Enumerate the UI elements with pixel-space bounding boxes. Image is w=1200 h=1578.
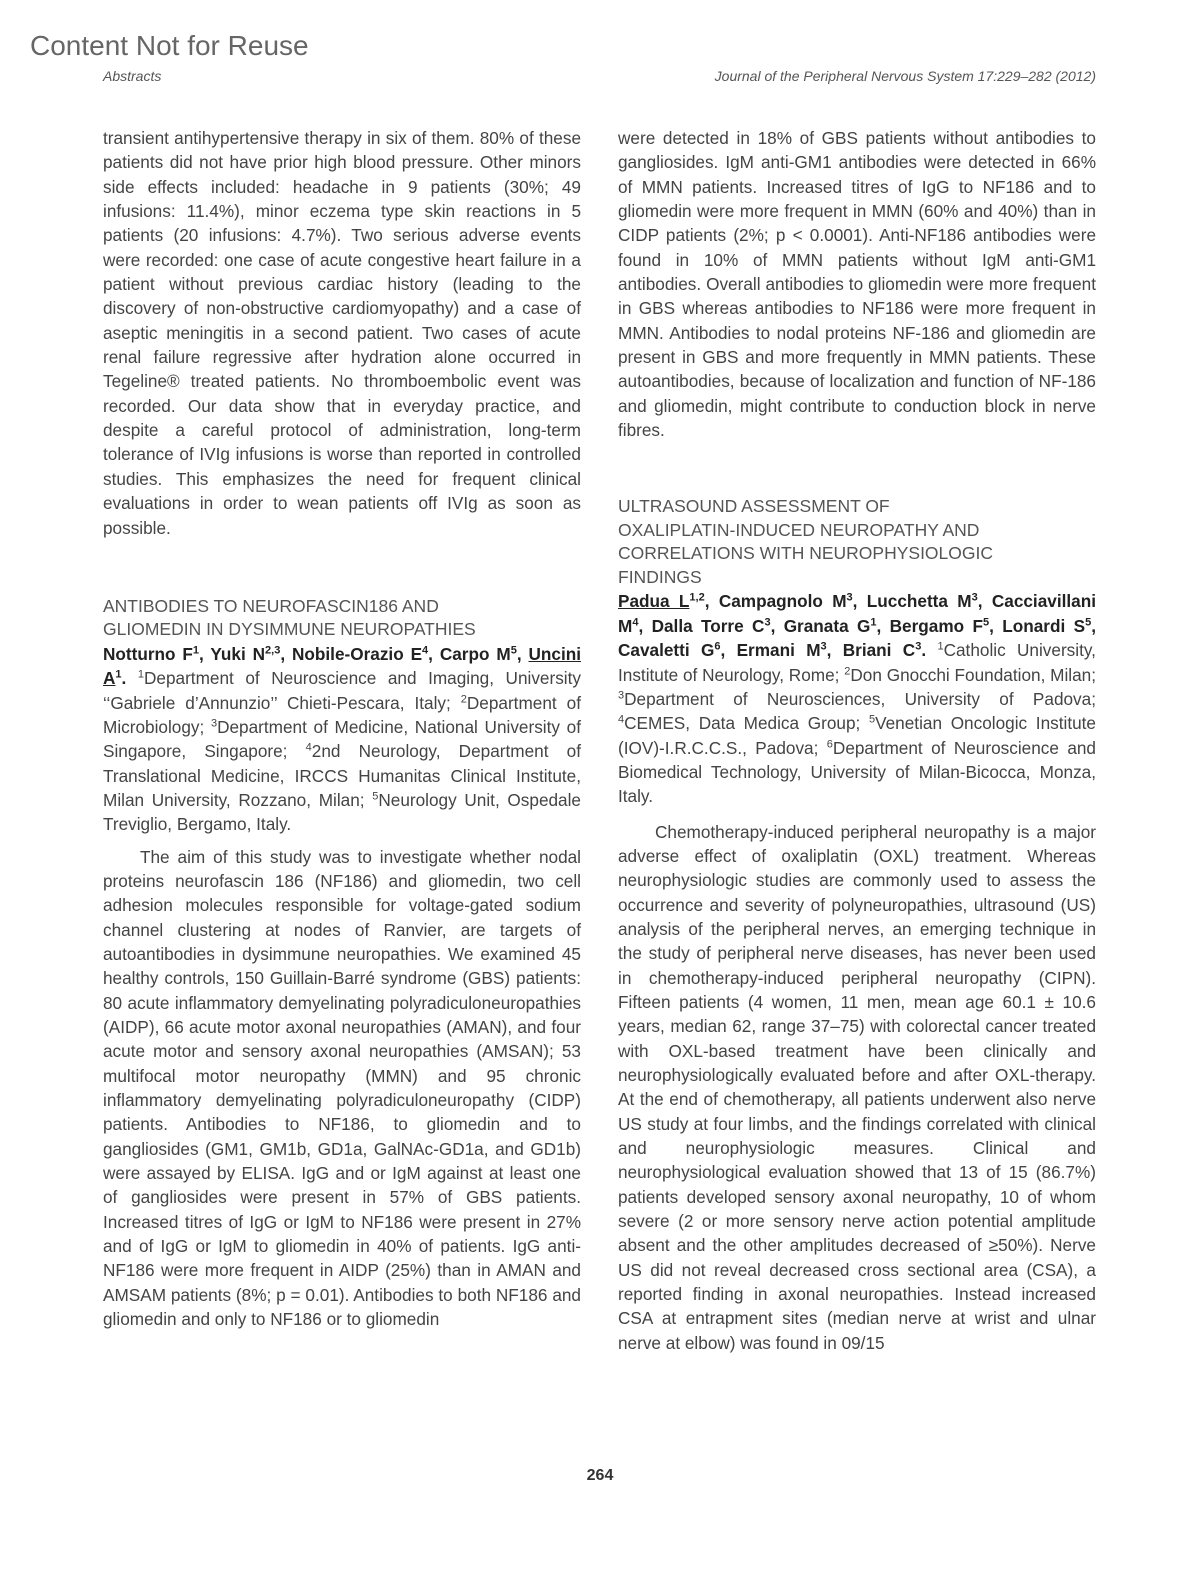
author-affiliation-mark: 1 xyxy=(192,644,200,657)
author-affiliation-mark: 6 xyxy=(714,640,721,653)
author-affiliation-mark: 1,2 xyxy=(689,591,705,604)
author-affiliation-mark: 3 xyxy=(915,640,922,653)
author-affiliation-mark: 2,3 xyxy=(265,644,281,657)
author-name: Campagnolo M xyxy=(718,591,847,612)
abstract-title xyxy=(618,495,1096,589)
affiliation-mark: 3 xyxy=(618,689,625,702)
affiliation-mark: 2 xyxy=(460,692,467,705)
author-affiliation-mark: 4 xyxy=(632,616,639,629)
affiliation-mark: 1 xyxy=(137,668,144,681)
affiliation-text: Venetian Oncologic Institute (IOV)-I.R.C.C.S., Padova; xyxy=(618,713,1096,758)
author-name: Bergamo F xyxy=(889,615,983,636)
author-name: Carpo M xyxy=(439,643,511,664)
running-head-section: Abstracts xyxy=(103,68,162,84)
author-affiliation-mark: 5 xyxy=(510,644,517,657)
affiliation-text: Department of Neuroscience and Imaging, University ‘‘Gabriele d’Annunzio’’ Chieti-Pescara, Italy; xyxy=(103,668,581,713)
affiliation-mark: 5 xyxy=(868,713,876,726)
abstract-body-continued: were detected in 18% of GBS patients without antibodies to gangliosides. IgM anti-GM1 antibodies were detected in 66% of MMN patients. Increased titres of IgG to NF186 and to gliomedin were more frequent in MMN (60% and 40%) than in CIDP patients (2%; p < 0.0001). Anti-NF186 antibodies were found in 10% of MMN patients without IgM anti-GM1 antibodies. Overall antibodies to gliomedin were more frequent in GBS whereas antibodies to NF186 were more frequent in MMN. Antibodies to nodal proteins NF-186 and gliomedin are present in GBS and more frequently in MMN patients. These autoantibodies, because of localization and function of NF-186 and gliomedin, might contribute to conduction block in nerve fibres. xyxy=(618,128,1096,441)
author-affiliation-mark: 1 xyxy=(115,668,122,681)
author-affiliation-mark: 3 xyxy=(846,591,853,604)
title-line: CORRELATIONS WITH NEUROPHYSIOLOGIC xyxy=(618,543,993,564)
author-name: Padua L xyxy=(618,591,690,612)
title-line: ANTIBODIES TO NEUROFASCIN186 AND xyxy=(103,595,439,616)
author-name: Cacciavillani M xyxy=(618,591,1096,636)
author-name: Nobile-Orazio E xyxy=(291,643,423,664)
affiliation-mark: 1 xyxy=(937,640,944,653)
left-column xyxy=(103,126,581,1331)
title-line: FINDINGS xyxy=(618,566,702,587)
affiliation-text: Neurology Unit, Ospedale Treviglio, Bergamo, Italy. xyxy=(103,789,581,835)
affiliation-mark: 6 xyxy=(826,737,833,750)
continued-paragraph: transient antihypertensive therapy in six of them. 80% of these patients did not have prior high blood pressure. Other minors side effects included: headache in 9 patients (30%; 49 infusions: 11.4%), minor eczema type skin reactions in 5 patients (20 infusions: 4.7%). Two serious adverse events were recorded: one case of acute congestive heart failure in a patient without previous cardiac history (leading to the discovery of non-obstructive cardiomyopathy) and a case of aseptic meningitis in a second patient. Two cases of acute renal failure regressive after hydration alone occurred in Tegeline® treated patients. No thromboembolic event was recorded. Our data show that in everyday practice, and despite a careful protocol of administration, long-term tolerance of IVIg infusions is worse than reported in controlled studies. This emphasizes the need for frequent clinical evaluations in order to wean patients off IVIg as soon as possible. xyxy=(103,128,581,538)
affiliation-mark: 4 xyxy=(305,741,312,754)
author-name: Granata G xyxy=(783,615,871,636)
author-name: Yuki N xyxy=(210,643,266,664)
affiliation-text: Department of Medicine, National University of Singapore, Singapore; xyxy=(103,716,581,762)
author-name: Dalla Torre C xyxy=(651,615,765,636)
affiliation-text: 2nd Neurology, Department of Translational Medicine, IRCCS Humanitas Clinical Institute, Milan University, Rozzano, Milan; xyxy=(103,741,581,810)
author-block: Notturno $F^1$, Yuki N$^{2,3}$, Nobile-Orazio $E^4$, Carpo $M^5$, Uncini $A^1$. $^1$Department of Neuroscience and Imaging, University ‘‘Gabriele d’Annunzio’’ Chieti-Pescara, Italy; $^2$Department of Microbiology; $^3$Department of Medicine, National University of Singapore, Singapore; $^4$2nd Neurology, Department of Translational Medicine, IRCCS Humanitas Clinical Institute, Milan University, Rozzano, Milan; $^5$Neurology Unit, Ospedale Treviglio, Bergamo, Italy. xyxy=(103,643,581,835)
author-affiliation-mark: 5 xyxy=(982,616,990,629)
abstract-body: The aim of this study was to investigate whether nodal proteins neurofascin 186 (NF186) and gliomedin, two cell adhesion molecules responsible for voltage-gated sodium channel clustering at nodes of Ranvier, are targets of autoantibodies in dysimmune neuropathies. We examined 45 healthy controls, 150 Guillain-Barré syndrome (GBS) patients: 80 acute inflammatory demyelinating polyradiculoneuropathies (AIDP), 66 acute motor axonal neuropathies (AMAN), and four acute motor and sensory axonal neuropathies (AMSAN); 53 multifocal motor neuropathy (MMN) and 95 chronic inflammatory demyelinating polyradiculoneuropathy (CIDP) patients. Antibodies to NF186, to gliomedin and to gangliosides (GM1, GM1b, GD1a, GalNAc-GD1a, and GD1b) were assayed by ELISA. IgG and or IgM against at least one of gangliosides were present in 57% of GBS patients. Increased titres of IgG or IgM to NF186 were present in 27% and of IgG or IgM to gliomedin in 40% of patients. IgG anti-NF186 were more frequent in AIDP (25%) than in AMAN and AMSAM patients (8%; p = 0.01). Antibodies to both NF186 and gliomedin and only to NF186 or to gliomedin xyxy=(103,846,581,1330)
author-block: Padua L$^{1,2}$, Campagnolo $M^3$, Lucchetta $M^3$, Cacciavillani $M^4$, Dalla Torre $C^3$, Granata $G^1$, Bergamo $F^5$, Lonardi $S^5$, Cavaletti $G^6$, Ermani $M^3$, Briani $C^3$. $^1$Catholic University, Institute of Neurology, Rome; $^2$Don Gnocchi Foundation, Milan; $^3$Department of Neurosciences, University of Padova; $^4$CEMES, Data Medica Group; $^5$Venetian Oncologic Institute (IOV)-I.R.C.C.S., Padova; $^6$Department of Neuroscience and Biomedical Technology, University of Milan-Bicocca, Monza, Italy. xyxy=(618,591,1096,807)
author-name: Uncini A xyxy=(103,643,581,689)
affiliation-text: Department of Neuroscience and Biomedical Technology, University of Milan-Bicocca, Monza, Italy. xyxy=(618,737,1096,807)
affiliation-text: Department of Neurosciences, University of Padova; xyxy=(624,688,1096,709)
author-name: Lonardi S xyxy=(1002,615,1086,636)
affiliation-mark: 4 xyxy=(618,713,625,726)
affiliation-mark: 5 xyxy=(372,790,379,803)
author-affiliation-mark: 1 xyxy=(870,616,877,629)
author-affiliation-mark: 3 xyxy=(764,616,771,629)
affiliation-text: Department of Microbiology; xyxy=(103,692,581,737)
page-number: 264 xyxy=(586,1467,614,1484)
author-affiliation-mark: 5 xyxy=(1085,616,1092,629)
author-affiliation-mark: 3 xyxy=(820,640,827,653)
author-name: Briani C xyxy=(842,640,916,661)
title-line: GLIOMEDIN IN DYSIMMUNE NEUROPATHIES xyxy=(103,619,476,640)
affiliation-mark: 3 xyxy=(210,717,218,730)
running-head-journal: Journal of the Peripheral Nervous System 17:229–282 (2012) xyxy=(714,68,1096,84)
abstract-title xyxy=(103,595,581,642)
author-name: Ermani M xyxy=(736,640,821,661)
author-name: Cavaletti G xyxy=(618,640,715,661)
right-column xyxy=(618,126,1096,1355)
affiliation-text: CEMES, Data Medica Group; xyxy=(624,713,869,734)
title-line: ULTRASOUND ASSESSMENT OF xyxy=(618,496,890,517)
watermark: Content Not for Reuse xyxy=(30,30,309,61)
abstract-body: Chemotherapy-induced peripheral neuropathy is a major adverse effect of oxaliplatin (OXL) treatment. Whereas neurophysiologic studies are commonly used to assess the occurrence and severity of polyneuropathies, ultrasound (US) analysis of the peripheral nerves, an emerging technique in the study of peripheral nerve diseases, has never been used in chemotherapy-induced peripheral neuropathy (CIPN). Fifteen patients (4 women, 11 men, mean age 60.1 ± 10.6 years, median 62, range 37–75) with colorectal cancer treated with OXL-based treatment have been clinically and neurophysiologically evaluated before and after OXL-therapy. At the end of chemotherapy, all patients underwent also nerve US study at four limbs, and the findings correlated with clinical and neurophysiologic measures. Clinical and neurophysiological evaluation showed that 13 of 15 (86.7%) patients developed sensory axonal neuropathy, 10 of whom severe (2 or more sensory nerve action potential amplitude absent and the other amplitudes decreased of ≥50%). Nerve US did not reveal decreased cross sectional area (CSA), a reported finding in axonal neuropathies. Instead increased CSA at entrapment sites (median nerve at wrist and ulnar nerve at elbow) was found in 09/15 xyxy=(618,821,1096,1353)
affiliation-mark: 2 xyxy=(844,664,851,677)
author-name: Lucchetta M xyxy=(866,591,972,612)
affiliation-text: Catholic University, Institute of Neurology, Rome; xyxy=(618,640,1096,685)
author-affiliation-mark: 3 xyxy=(971,591,978,604)
author-affiliation-mark: 4 xyxy=(422,644,429,657)
title-line: OXALIPLATIN-INDUCED NEUROPATHY AND xyxy=(618,519,980,540)
author-name: Notturno F xyxy=(103,643,193,664)
affiliation-text: Don Gnocchi Foundation, Milan; xyxy=(850,664,1096,685)
